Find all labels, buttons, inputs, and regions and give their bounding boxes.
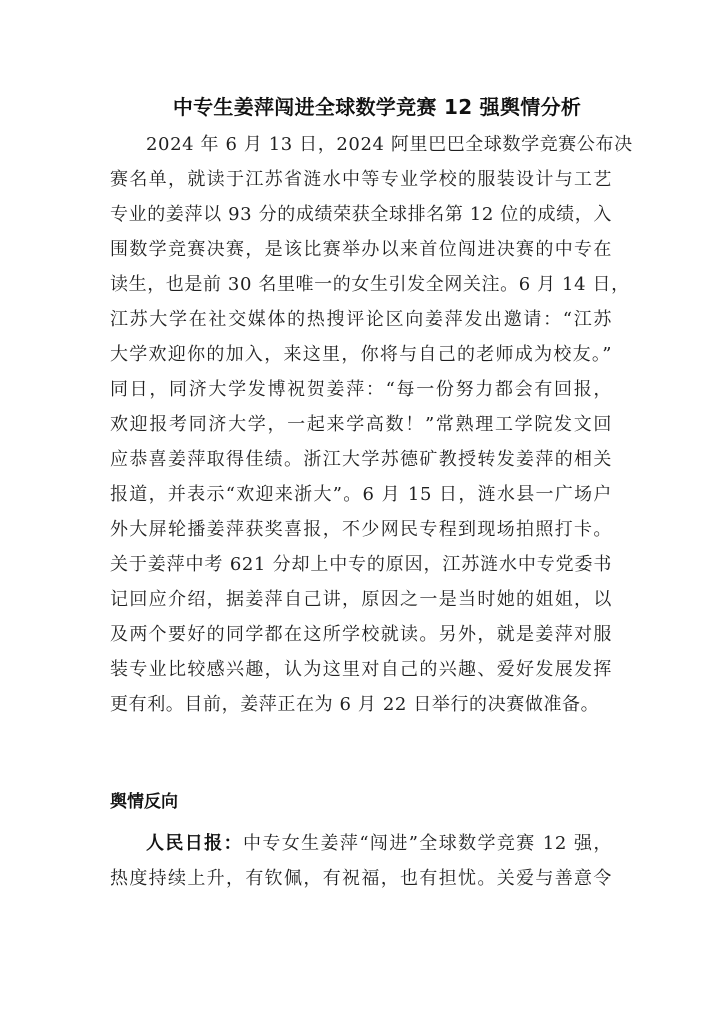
text-line: 专业的姜萍以 93 分的成绩荣获全球排名第 12 位的成绩，入 [110, 204, 612, 225]
document-title: 中专生姜萍闯进全球数学竞赛 12 强舆情分析 [172, 95, 582, 119]
text-line: 及两个要好的同学都在这所学校就读。另外，就是姜萍对服 [110, 624, 612, 645]
text-line: 更有利。目前，姜萍正在为 6 月 22 日举行的决赛做准备。 [110, 694, 600, 715]
text-line: 读生，也是前 30 名里唯一的女生引发全网关注。6 月 14 日， [110, 274, 630, 295]
text-line: 赛名单，就读于江苏省涟水中等专业学校的服装设计与工艺 [110, 169, 612, 190]
text-line: 江苏大学在社交媒体的热搜评论区向姜萍发出邀请：“江苏 [110, 309, 612, 330]
text-run: 中专女生姜萍“闯进”全球数学竞赛 12 强， [242, 833, 612, 854]
text-line: 2024 年 6 月 13 日，2024 阿里巴巴全球数学竞赛公布决 [146, 134, 633, 155]
text-line: 大学欢迎你的加入，来这里，你将与自己的老师成为校友。” [110, 344, 612, 365]
paragraph-people-daily [110, 826, 612, 896]
section-heading: 舆情反向 [110, 792, 178, 812]
text-line: 报道，并表示“欢迎来浙大”。6 月 15 日，涟水县一广场户 [110, 484, 612, 505]
text-line: 装专业比较感兴趣，认为这里对自己的兴趣、爱好发展发挥 [110, 659, 612, 680]
text-line: 应恭喜姜萍取得佳绩。浙江大学苏德矿教授转发姜萍的相关 [110, 449, 612, 470]
text-line: 同日，同济大学发博祝贺姜萍：“每一份努力都会有回报， [110, 379, 612, 400]
text-line: 关于姜萍中考 621 分却上中专的原因，江苏涟水中专党委书 [110, 554, 612, 575]
text-line: 热度持续上升，有钦佩，有祝福，也有担忧。关爱与善意令 [110, 868, 612, 889]
text-line: 记回应介绍，据姜萍自己讲，原因之一是当时她的姐姐，以 [110, 589, 612, 610]
text-line [110, 826, 612, 861]
text-line: 围数学竞赛决赛，是该比赛举办以来首位闯进决赛的中专在 [110, 239, 612, 260]
paragraph-intro [110, 127, 633, 722]
source-label: 人民日报： [146, 833, 243, 854]
text-line: 外大屏轮播姜萍获奖喜报，不少网民专程到现场拍照打卡。 [110, 519, 612, 540]
text-line: 欢迎报考同济大学，一起来学高数！”常熟理工学院发文回 [110, 414, 612, 435]
